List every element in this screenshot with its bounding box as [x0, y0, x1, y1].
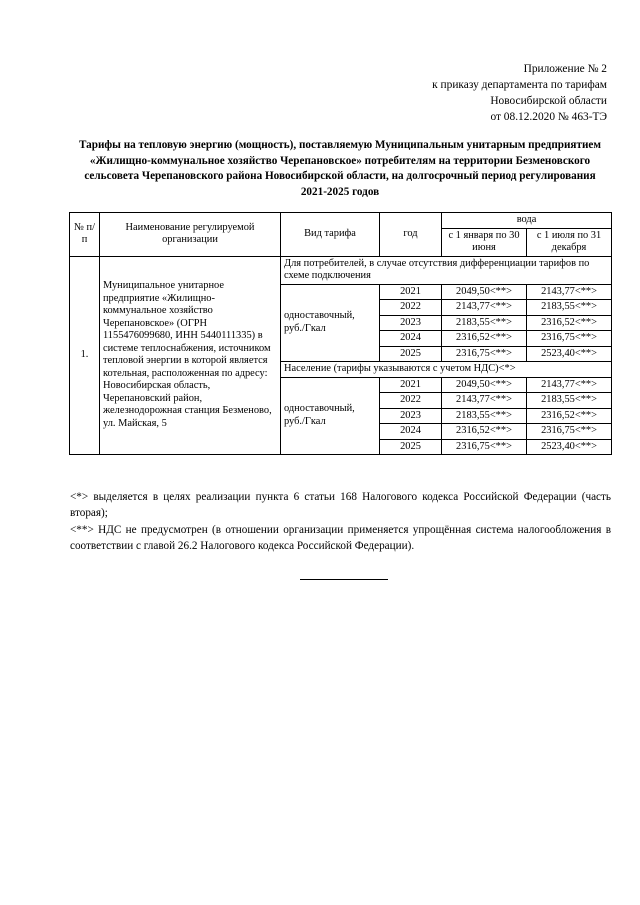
header-num: № п/п [70, 213, 100, 257]
value-cell: 2316,75<**> [442, 346, 527, 362]
value-cell: 2523,40<**> [527, 346, 612, 362]
value-cell: 2143,77<**> [527, 284, 612, 300]
value-cell: 2316,75<**> [527, 331, 612, 347]
header-year: год [380, 213, 442, 257]
year-cell: 2021 [380, 284, 442, 300]
value-cell: 2316,52<**> [527, 408, 612, 424]
value-cell: 2316,75<**> [527, 424, 612, 440]
value-cell: 2049,50<**> [442, 377, 527, 393]
year-cell: 2024 [380, 424, 442, 440]
section-title-1: Для потребителей, в случае отсутствия дифференциации тарифов по схеме подключения [281, 256, 612, 284]
header-org: Наименование регулируемой организации [100, 213, 281, 257]
tariff-type-1: одноставочный, руб./Гкал [281, 284, 380, 362]
value-cell: 2316,52<**> [527, 315, 612, 331]
value-cell: 2143,77<**> [442, 300, 527, 316]
value-cell: 2316,75<**> [442, 439, 527, 455]
year-cell: 2023 [380, 408, 442, 424]
year-cell: 2025 [380, 346, 442, 362]
header-water: вода [442, 213, 612, 229]
value-cell: 2049,50<**> [442, 284, 527, 300]
value-cell: 2316,52<**> [442, 331, 527, 347]
appendix-line-3: Новосибирской области [490, 95, 607, 107]
year-cell: 2024 [380, 331, 442, 347]
appendix-line-4: от 08.12.2020 № 463-ТЭ [490, 111, 607, 123]
value-cell: 2316,52<**> [442, 424, 527, 440]
appendix-line-2: к приказу департамента по тарифам [432, 79, 607, 91]
tariff-table [69, 212, 612, 455]
value-cell: 2183,55<**> [442, 315, 527, 331]
value-cell: 2143,77<**> [442, 393, 527, 409]
footnote-vat-not-applied: <**> НДС не предусмотрен (в отношении организации применяется упрощённая система налогообложения в соответствии с главой 26.2 Налогового кодекса Российской Федерации). [70, 523, 611, 552]
document-title: Тарифы на тепловую энергию (мощность), поставляемую Муниципальным унитарным предприятием «Жилищно-коммунальное хозяйство Черепановское» потребителям на территории Безменовского сельсовета Черепановского района Новосибирской области, на долгосрочный период регулирования 2021-2025 годов [78, 139, 602, 198]
year-cell: 2022 [380, 393, 442, 409]
row-number: 1. [70, 256, 100, 455]
value-cell: 2143,77<**> [527, 377, 612, 393]
year-cell: 2025 [380, 439, 442, 455]
value-cell: 2183,55<**> [442, 408, 527, 424]
section-title-2: Население (тарифы указываются с учетом НДС)<*> [281, 362, 612, 378]
value-cell: 2183,55<**> [527, 393, 612, 409]
header-period-1: с 1 января по 30 июня [442, 228, 527, 256]
closing-divider [300, 579, 388, 580]
value-cell: 2523,40<**> [527, 439, 612, 455]
tariff-type-2: одноставочный, руб./Гкал [281, 377, 380, 455]
header-period-2: с 1 июля по 31 декабря [527, 228, 612, 256]
footnotes [70, 489, 611, 554]
year-cell: 2021 [380, 377, 442, 393]
year-cell: 2023 [380, 315, 442, 331]
header-tariff-type: Вид тарифа [281, 213, 380, 257]
organization-description: Муниципальное унитарное предприятие «Жилищно-коммунальное хозяйство Черепановское» (ОГРН 1155476099680, ИНН 5440111335) в системе теплоснабжения, источником тепловой энергии в которой является котельная, расположенная по адресу: Новосибирская область, Черепановский район, железнодорожная станция Безменово, ул. Майская, 5 [100, 256, 281, 455]
appendix-line-1: Приложение № 2 [523, 63, 607, 75]
appendix-header [432, 61, 607, 125]
year-cell: 2022 [380, 300, 442, 316]
footnote-vat-included: <*> выделяется в целях реализации пункта 6 статьи 168 Налогового кодекса Российской Федерации (часть вторая); [70, 491, 611, 520]
value-cell: 2183,55<**> [527, 300, 612, 316]
